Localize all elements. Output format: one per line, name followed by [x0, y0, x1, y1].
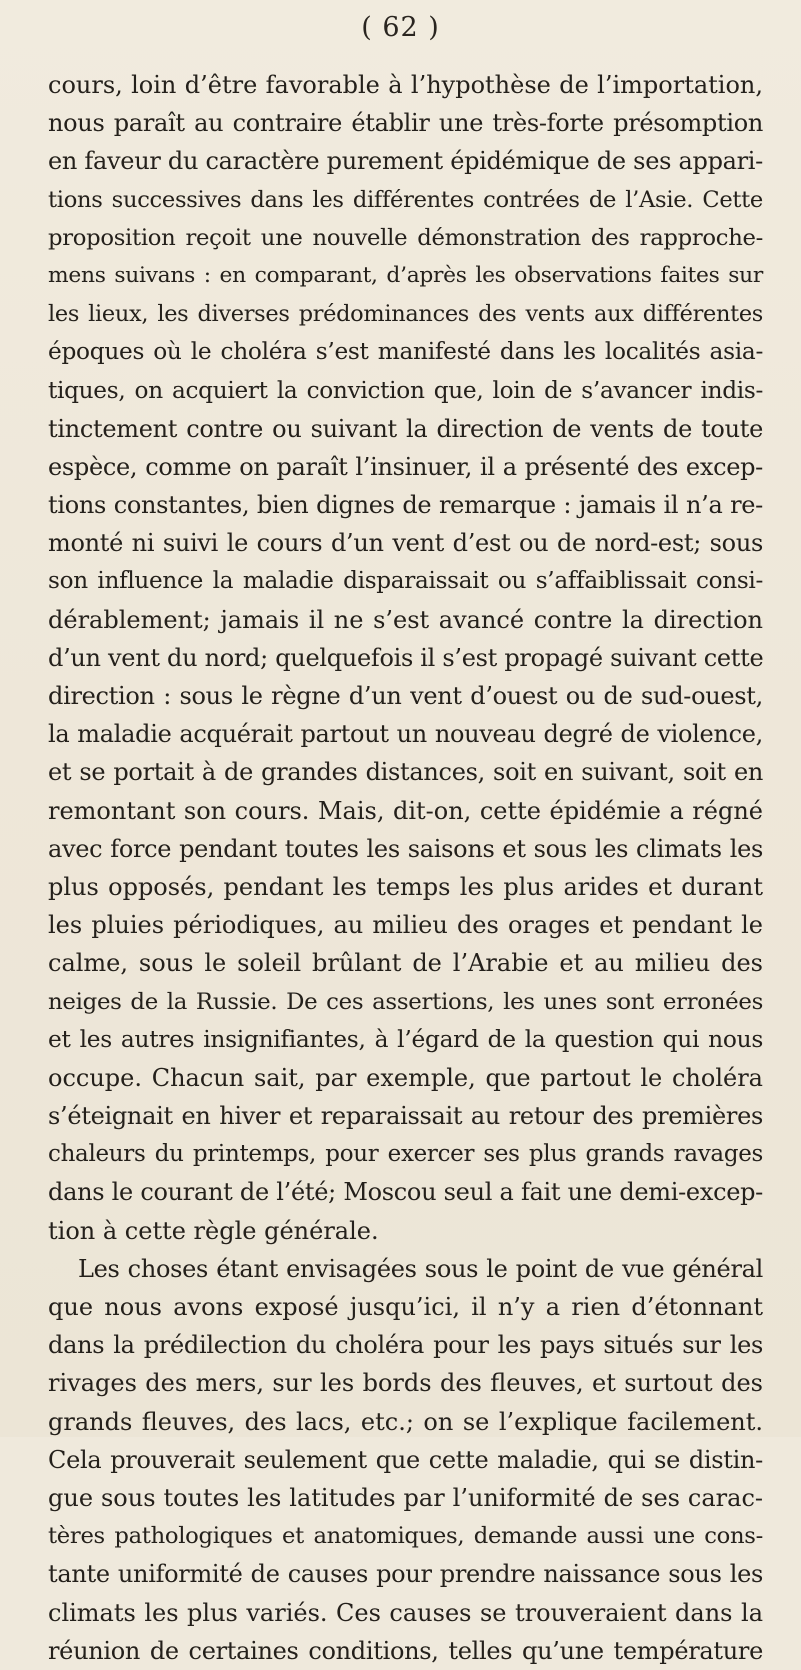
text-line: proposition reçoit une nouvelle démonstration des rapproche- — [48, 224, 763, 251]
text-line: tante uniformité de causes pour prendre naissance sous les — [48, 1560, 763, 1589]
text-line: tères pathologiques et anatomiques, demande aussi une cons- — [48, 1523, 763, 1550]
text-line: cours, loin d’être favorable à l’hypothèse de l’importation, — [48, 71, 763, 99]
text-line: s’éteignait en hiver et reparaissait au retour des premières — [48, 1102, 763, 1131]
text-line: et se portait à de grandes distances, soit en suivant, soit en — [48, 758, 763, 787]
text-line: espèce, comme on paraît l’insinuer, il a présenté des excep- — [48, 452, 763, 481]
text-line: calme, sous le soleil brûlant de l’Arabie et au milieu des — [48, 949, 763, 978]
text-line: son influence la maladie disparaissait ou s’affaiblissait consi- — [48, 568, 763, 595]
text-line: que nous avons exposé jusqu’ici, il n’y a rien d’étonnant — [48, 1293, 763, 1321]
page-number: ( 62 ) — [361, 12, 440, 43]
text-line: chaleurs du printemps, pour exercer ses plus grands ravages — [48, 1141, 763, 1168]
text-line: tinctement contre ou suivant la direction de vents de toute — [48, 414, 763, 443]
text-line: occupe. Chacun sait, par exemple, que partout le choléra — [48, 1063, 763, 1092]
text-line: monté ni suivi le cours d’un vent d’est ou de nord-est; sous — [48, 529, 763, 558]
text-line: en faveur du caractère purement épidémique de ses appari- — [48, 147, 763, 176]
text-line: gue sous toutes les latitudes par l’uniformité de ses carac- — [48, 1483, 763, 1512]
text-line: et les autres insignifiantes, à l’égard de la question qui nous — [48, 1025, 763, 1053]
text-line: les pluies périodiques, au milieu des orages et pendant le — [48, 911, 763, 940]
text-line: d’un vent du nord; quelquefois il s’est propagé suivant cette — [48, 643, 764, 672]
text-line: Les choses étant envisagées sous le point de vue général — [78, 1254, 763, 1283]
text-line: plus opposés, pendant les temps les plus arides et durant — [48, 872, 763, 901]
text-line: tions successives dans les différentes contrées de l’Asie. Cette — [48, 186, 763, 213]
text-line: mens suivans : en comparant, d’après les observations faites sur — [48, 262, 763, 288]
text-line: grands fleuves, des lacs, etc.; on se l’explique facilement. — [48, 1407, 763, 1436]
text-line: les lieux, les diverses prédominances des vents aux différentes — [48, 301, 763, 328]
text-line: réunion de certaines conditions, telles qu’une température — [48, 1636, 763, 1665]
text-line: direction : sous le règne d’un vent d’ouest ou de sud-ouest, — [48, 682, 763, 710]
body-text — [48, 66, 763, 1670]
text-line: tions constantes, bien dignes de remarque : jamais il n’a re- — [48, 491, 763, 520]
text-line: dans le courant de l’été; Moscou seul a fait une demi-excep- — [48, 1178, 763, 1207]
text-line: remontant son cours. Mais, dit-on, cette épidémie a régné — [48, 796, 763, 825]
text-line: avec force pendant toutes les saisons et sous les climats les — [48, 834, 763, 863]
text-line: la maladie acquérait partout un nouveau degré de violence, — [48, 720, 763, 749]
text-line: tiques, on acquiert la conviction que, loin de s’avancer indis- — [48, 376, 763, 404]
text-line: neiges de la Russie. De ces assertions, les unes sont erronées — [48, 988, 763, 1015]
text-line: époques où le choléra s’est manifesté dans les localités asia- — [48, 338, 763, 366]
text-line: nous paraît au contraire établir une très-forte présomption — [48, 109, 763, 138]
text-line: rivages des mers, sur les bords des fleuves, et surtout des — [48, 1369, 763, 1398]
text-line: dans la prédilection du choléra pour les pays situés sur les — [48, 1331, 763, 1360]
text-line: Cela prouverait seulement que cette maladie, qui se distin- — [48, 1445, 763, 1474]
text-line: tion à cette règle générale. — [48, 1216, 379, 1245]
text-line: climats les plus variés. Ces causes se trouveraient dans la — [48, 1598, 763, 1627]
text-line: dérablement; jamais il ne s’est avancé contre la direction — [48, 605, 763, 634]
